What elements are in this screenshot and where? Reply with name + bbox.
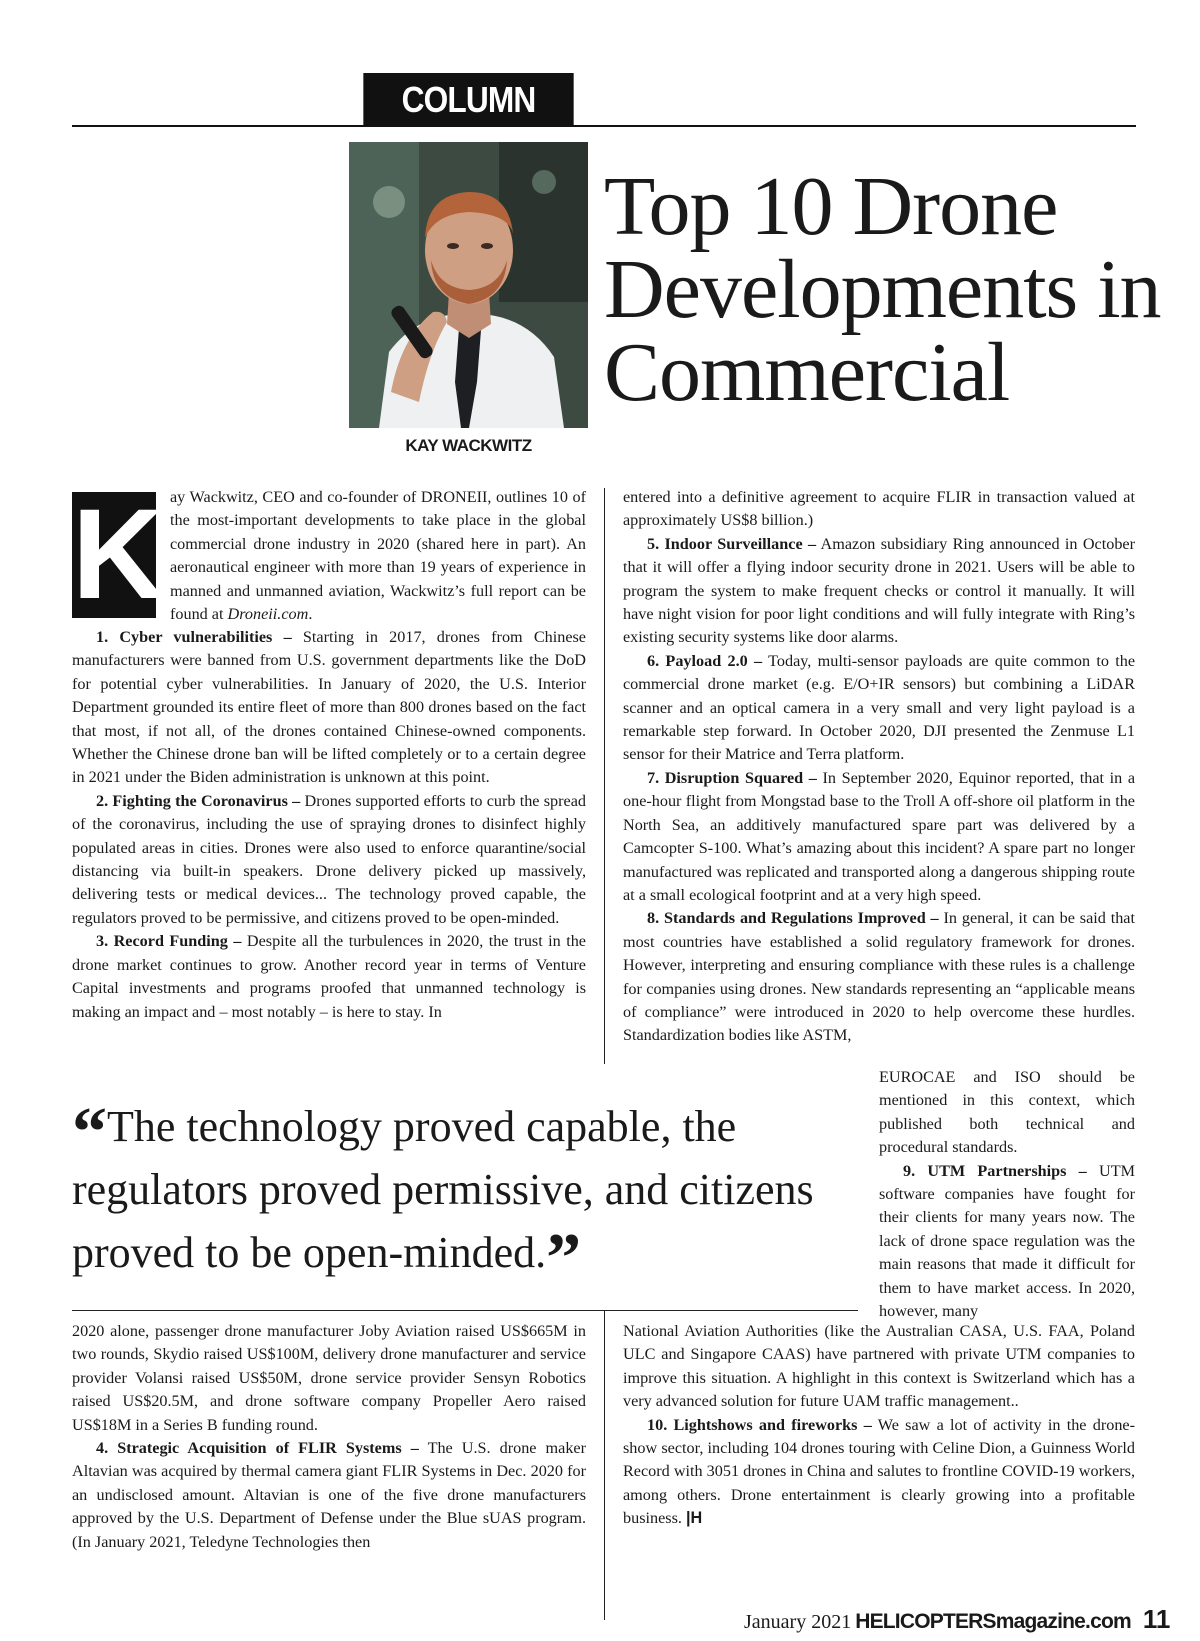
item-10-body: We saw a lot of activity in the drone-show sector, including 104 drones touring with Celine Dion, a Guinness World Record with 3051 drones in China and salutes to frontline COVID-19 workers, among others. Drone entertainment is clearly growing into a profitable business. — [623, 1415, 1135, 1528]
item-9-body: UTM software companies have fought for their clients for many years now. The lack of drone space regulation was the main reasons that made it difficult for them to have market access. In 2020, however, many — [879, 1161, 1135, 1321]
column-divider-top — [604, 488, 605, 1064]
item-6 — [623, 650, 1135, 767]
intro-site: Droneii.com — [227, 605, 309, 624]
item-1-head: 1. Cyber vulnerabilities – — [96, 628, 292, 646]
item-8-body: In general, it can be said that most countries have established a solid regulatory framework for drones. However, interpreting and ensuring compliance with these rules is a challenge for companies using drones. New standards representing an “applicable means of compliance” were introduced in 2020 to help overcome these hurdles. Standardization bodies like ASTM, — [623, 909, 1135, 1045]
item-8-head: 8. Standards and Regulations Improved – — [647, 909, 939, 928]
item-3-continued: 2020 alone, passenger drone manufacturer Joby Aviation raised US$665M in two rounds, Skydio raised US$100M, delivery drone manufacturer and service provider Volansi raised US$50M, drone service provider Sensyn Robotics raised US$20.5M, and drone software company Propeller Aero raised US$18M in a Series B funding round. — [72, 1322, 586, 1434]
footer-site: HELICOPTERSmagazine.com — [855, 1610, 1131, 1633]
intro-text-b: . — [308, 605, 313, 624]
item-9-continued: National Aviation Authorities (like the Australian CASA, U.S. FAA, Poland ULC and Singapore CAAS) have partnered with private UTM companies to improve this situation. A highlight in this context is Switzerland which has a very advanced solution for future UAM traffic management.. — [623, 1322, 1135, 1411]
item-7-body: In September 2020, Equinor reported, that in a one-hour flight from Mongstad base to the Troll A off-shore oil platform in the North Sea, an additively manufactured spare part was delivered by a Camcopter S-100. What’s amazing about this incident? A spare part no longer manufactured was replicated and transported along a dangerous shipping route at a small ecological footprint and at a very high speed. — [623, 768, 1136, 904]
item-7 — [623, 767, 1135, 907]
left-column-top — [72, 626, 586, 1024]
close-quote-mark: ” — [546, 1220, 582, 1297]
item-4 — [72, 1437, 586, 1554]
item-1 — [72, 626, 586, 790]
author-photo-illustration — [349, 142, 588, 428]
item-9 — [879, 1160, 1135, 1324]
page-footer — [744, 1604, 1171, 1635]
item-10-head: 10. Lightshows and fireworks – — [647, 1415, 872, 1434]
item-1-body: Starting in 2017, drones from Chinese manufacturers were banned from U.S. government departments like the DoD for potential cyber vulnerabilities. In January of 2020, the U.S. Interior Department grounded its entire fleet of more than 800 drones based on the fact that most, if not all, of the drones contained Chinese-owned components. Whether the Chinese drone ban will be lifted completely or to a certain degree in 2021 under the Biden administration is unknown at this point. — [72, 628, 586, 787]
item-2-body: Drones supported efforts to curb the spread of the coronavirus, including the use of spraying drones to disinfect highly populated areas in cities. Drones were also used to enforce quarantine/social distancing via built-in speakers. Drone delivery picked up massively, delivering tests or medical devices... The technology proved capable, the regulators proved to be permissive, and citizens proved to be open-minded. — [72, 791, 586, 927]
item-5 — [623, 533, 1135, 650]
item-2 — [72, 790, 586, 930]
right-column-top — [623, 486, 1135, 1048]
section-tag: COLUMN — [363, 73, 573, 126]
item-3 — [72, 930, 586, 1024]
item-4-continued: entered into a definitive agreement to acquire FLIR in transaction valued at approximately US$8 billion.) — [623, 488, 1135, 530]
author-caption: KAY WACKWITZ — [405, 436, 532, 455]
left-column-bottom — [72, 1320, 586, 1554]
item-4-head: 4. Strategic Acquisition of FLIR Systems – — [96, 1439, 419, 1458]
intro-paragraph — [170, 486, 586, 626]
author-photo — [349, 142, 588, 428]
item-6-head: 6. Payload 2.0 – — [647, 651, 763, 670]
right-column-bottom — [623, 1320, 1135, 1531]
top-rule — [72, 125, 1136, 127]
pull-quote — [72, 1094, 832, 1297]
item-8 — [623, 907, 1135, 1047]
item-8-continued: EUROCAE and ISO should be mentioned in this context, which published both technical and procedural standards. — [879, 1068, 1135, 1157]
page-number: 11 — [1142, 1604, 1171, 1634]
intro-text-a: ay Wackwitz, CEO and co-founder of DRONEII, outlines 10 of the most-important developments to take place in the global commercial drone industry in 2020 (shared here in part). An aeronautical engineer with more than 19 years of experience in manned and unmanned aviation, Wackwitz’s full report can be found at — [170, 488, 586, 624]
open-quote-mark: “ — [72, 1094, 107, 1171]
right-column-narrow — [879, 1066, 1135, 1323]
footer-date: January 2021 — [744, 1611, 852, 1633]
column-divider-bottom — [604, 1310, 605, 1620]
pull-quote-text: The technology proved capable, the regulators proved permissive, and citizens proved to be open-minded. — [72, 1102, 814, 1277]
item-4-body: The U.S. drone maker Altavian was acquired by thermal camera giant FLIR Systems in Dec. 2020 for an undisclosed amount. Altavian is one of the five drone manufacturers approved by the U.S. Department of Defense under the Blue sUAS program. (In January 2021, Teledyne Technologies then — [72, 1439, 586, 1551]
item-6-body: Today, multi-sensor payloads are quite common to the commercial drone market (e.g. E/O+IR sensors) but combining a LiDAR scanner and an optical camera in a very small and very light payload is a remarkable step forward. In October 2020, DJI presented the Zenmuse L1 sensor for their Matrice and Terra platform. — [623, 651, 1136, 764]
item-2-head: 2. Fighting the Coronavirus – — [96, 791, 301, 810]
item-5-head: 5. Indoor Surveillance – — [647, 534, 817, 553]
item-7-head: 7. Disruption Squared – — [647, 768, 817, 787]
item-3-body: Despite all the turbulences in 2020, the trust in the drone market continues to grow. Another record year in terms of Venture Capital investments and programs proofed that unmanned technology is making an impact and – most notably – is here to stay. In — [72, 932, 586, 1021]
item-3-head: 3. Record Funding – — [96, 932, 242, 951]
end-mark: |H — [685, 1509, 703, 1528]
item-9-head: 9. UTM Partnerships – — [903, 1161, 1087, 1180]
pull-quote-rule — [72, 1310, 858, 1311]
headline: Top 10 Drone Developments in Commercial — [604, 160, 1161, 419]
drop-cap: K — [72, 483, 165, 626]
item-5-body: Amazon subsidiary Ring announced in October that it will offer a flying indoor security drone in 2021. Users will be able to program the system to make frequent checks or control it manually. It will have night vision for poor light conditions and will fully integrate with Ring’s existing security systems like door alarms. — [623, 534, 1135, 647]
item-10 — [623, 1414, 1135, 1531]
